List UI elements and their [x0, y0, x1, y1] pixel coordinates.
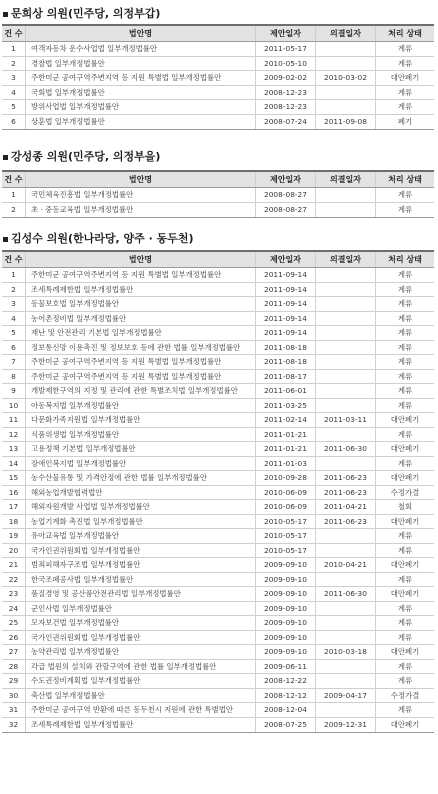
status: 대안폐기 [390, 444, 420, 453]
decided-date: 2011-06-30 [316, 587, 376, 601]
bill-name: 농약관리법 일부개정법률안 [26, 645, 256, 659]
square-bullet-icon [3, 155, 8, 160]
bill-name: 주한미군 공여구역 반환에 따른 동두천시 지원에 관한 특별법안 [26, 703, 256, 717]
status: 계류 [397, 632, 413, 642]
decided-date [316, 188, 376, 202]
column-header-status: 처리 상태 [388, 175, 422, 184]
bill-name: 국민체육진흥법 일부개정법률안 [26, 188, 256, 202]
status: 대안폐기 [390, 415, 420, 424]
bill-number: 7 [2, 355, 26, 369]
status: 계류 [397, 618, 413, 627]
column-header-decided-date: 의결일자 [316, 172, 376, 187]
table-row [2, 71, 434, 86]
table-row [2, 86, 434, 101]
bill-number: 28 [2, 660, 26, 674]
bill-name: 품질경영 및 공산품안전관리법 일부개정법률안 [26, 587, 256, 601]
decided-date: 2011-06-23 [316, 486, 376, 500]
table-row [2, 573, 434, 588]
bill-name: 해외농업개발협력법안 [26, 486, 256, 500]
proposed-date: 2009-09-10 [256, 616, 316, 630]
bill-name: 동물보호법 일부개정법률안 [26, 297, 256, 311]
bill-number: 5 [2, 100, 26, 114]
table-row [2, 42, 434, 57]
proposed-date: 2011-08-17 [256, 370, 316, 384]
bill-name: 농수산물유통 및 가격안정에 관한 법률 일부개정법률안 [26, 471, 256, 485]
square-bullet-icon [3, 237, 8, 242]
bill-number: 1 [2, 268, 26, 282]
bill-name: 축산법 일부개정법률안 [26, 689, 256, 703]
decided-date: 2010-04-21 [316, 558, 376, 572]
bill-number: 8 [2, 370, 26, 384]
decided-date [316, 86, 376, 100]
section-title [3, 230, 194, 247]
decided-date [316, 100, 376, 114]
table-row [2, 413, 434, 428]
status: 대안폐기 [390, 560, 420, 569]
section-title [3, 5, 160, 22]
bill-number: 3 [2, 297, 26, 311]
proposed-date: 2010-05-17 [256, 529, 316, 543]
status: 계류 [397, 603, 413, 613]
column-header-bill-number: 건 수 [2, 252, 26, 267]
bill-name: 국가인권위원회법 일부개정법률안 [26, 544, 256, 558]
proposed-date: 2011-08-18 [256, 341, 316, 355]
status: 철회 [397, 502, 413, 511]
table-row [2, 616, 434, 631]
status: 계류 [397, 545, 413, 555]
proposed-date: 2011-09-14 [256, 312, 316, 326]
table-row [2, 115, 434, 130]
bill-name: 해외자원개발 사업법 일부개정법률안 [26, 500, 256, 514]
decided-date [316, 384, 376, 398]
square-bullet-icon [3, 12, 8, 17]
table-header [2, 26, 434, 42]
bill-name: 각급 법원의 설치와 관할구역에 관한 법률 일부개정법률안 [26, 660, 256, 674]
status: 계류 [397, 574, 413, 584]
status: 폐기 [397, 116, 413, 126]
status: 계류 [397, 270, 413, 279]
decided-date [316, 312, 376, 326]
status: 계류 [397, 386, 413, 395]
bill-table [2, 24, 434, 130]
proposed-date: 2011-09-14 [256, 326, 316, 340]
status: 계류 [397, 44, 413, 53]
proposed-date: 2011-03-25 [256, 399, 316, 413]
table-row [2, 341, 434, 356]
bill-number: 31 [2, 703, 26, 717]
proposed-date: 2011-09-14 [256, 283, 316, 297]
decided-date: 2011-06-23 [316, 471, 376, 485]
table-row [2, 718, 434, 733]
status: 계류 [397, 371, 413, 381]
status: 계류 [397, 531, 413, 540]
table-row [2, 370, 434, 385]
table-row [2, 283, 434, 298]
bill-number: 15 [2, 471, 26, 485]
bill-number: 2 [2, 283, 26, 297]
decided-date [316, 42, 376, 56]
bill-table [2, 250, 434, 733]
column-header-decided-date: 의결일자 [316, 252, 376, 267]
table-row [2, 203, 434, 218]
bill-number: 3 [2, 71, 26, 85]
status: 계류 [397, 58, 413, 68]
decided-date [316, 602, 376, 616]
decided-date [316, 57, 376, 71]
bill-name: 아동복지법 일부개정법률안 [26, 399, 256, 413]
table-header [2, 252, 434, 268]
decided-date: 2011-04-21 [316, 500, 376, 514]
proposed-date: 2010-05-17 [256, 544, 316, 558]
bill-name: 주한미군 공여구역주변지역 등 지원 특별법 일부개정법률안 [26, 71, 256, 85]
bill-name: 국가인권위원회법 일부개정법률안 [26, 631, 256, 645]
decided-date: 2009-04-17 [316, 689, 376, 703]
bill-name: 조세특례제한법 일부개정법률안 [26, 283, 256, 297]
bill-number: 14 [2, 457, 26, 471]
proposed-date: 2011-01-21 [256, 442, 316, 456]
table-row [2, 428, 434, 443]
status: 계류 [397, 299, 413, 308]
bill-name: 한국조폐공사법 일부개정법률안 [26, 573, 256, 587]
table-row [2, 312, 434, 327]
status: 계류 [397, 102, 413, 111]
table-row [2, 457, 434, 472]
bill-number: 2 [2, 57, 26, 71]
bill-number: 18 [2, 515, 26, 529]
table-row [2, 674, 434, 689]
proposed-date: 2010-09-28 [256, 471, 316, 485]
table-row [2, 384, 434, 399]
bill-name: 재난 및 안전관리 기본법 일부개정법률안 [26, 326, 256, 340]
proposed-date: 2011-02-14 [256, 413, 316, 427]
status: 대안폐기 [390, 516, 420, 526]
decided-date [316, 529, 376, 543]
bill-number: 1 [2, 42, 26, 56]
bill-number: 13 [2, 442, 26, 456]
table-row [2, 399, 434, 414]
table-header [2, 172, 434, 188]
bill-number: 16 [2, 486, 26, 500]
table-row [2, 188, 434, 203]
column-header-proposed-date: 제안일자 [256, 252, 316, 267]
bill-name: 농어촌정비법 일부개정법률안 [26, 312, 256, 326]
bill-name: 경찰법 일부개정법률안 [26, 57, 256, 71]
bill-name: 국회법 일부개정법률안 [26, 86, 256, 100]
bill-number: 21 [2, 558, 26, 572]
bill-number: 25 [2, 616, 26, 630]
decided-date: 2011-09-08 [316, 115, 376, 130]
decided-date [316, 457, 376, 471]
column-header-proposed-date: 제안일자 [256, 26, 316, 41]
bill-name: 범죄피해자구조법 일부개정법률안 [26, 558, 256, 572]
bill-number: 4 [2, 86, 26, 100]
section-title-text: 김성수 의원(한나라당, 양주 · 동두천) [11, 232, 194, 245]
proposed-date: 2008-12-04 [256, 703, 316, 717]
proposed-date: 2008-12-22 [256, 674, 316, 688]
table-row [2, 703, 434, 718]
bill-name: 식품위생법 일부개정법률안 [26, 428, 256, 442]
status: 계류 [397, 328, 413, 337]
proposed-date: 2009-09-10 [256, 587, 316, 601]
proposed-date: 2011-01-21 [256, 428, 316, 442]
proposed-date: 2010-06-09 [256, 486, 316, 500]
section-title [3, 148, 160, 165]
column-header-status: 처리 상태 [388, 29, 422, 38]
column-header-bill-name: 법안명 [26, 26, 256, 41]
table-row [2, 57, 434, 72]
decided-date [316, 428, 376, 442]
status: 계류 [397, 357, 413, 366]
bill-name: 개발제한구역의 지정 및 관리에 관한 특별조치법 일부개정법률안 [26, 384, 256, 398]
bill-number: 24 [2, 602, 26, 616]
status: 수정가결 [390, 487, 420, 497]
bill-name: 정보통신망 이용촉진 및 정보보호 등에 관한 법률 일부개정법률안 [26, 341, 256, 355]
bill-name: 조세특례제한법 일부개정법률안 [26, 718, 256, 733]
table-row [2, 689, 434, 704]
status: 계류 [397, 458, 413, 468]
bill-name: 방위사업법 일부개정법률안 [26, 100, 256, 114]
decided-date [316, 573, 376, 587]
bill-name: 초 · 중등교육법 일부개정법률안 [26, 203, 256, 218]
bill-number: 20 [2, 544, 26, 558]
table-row [2, 268, 434, 283]
proposed-date: 2008-12-23 [256, 86, 316, 100]
status: 계류 [397, 429, 413, 439]
bill-number: 29 [2, 674, 26, 688]
column-header-bill-number: 건 수 [2, 26, 26, 41]
bill-number: 23 [2, 587, 26, 601]
decided-date [316, 660, 376, 674]
proposed-date: 2009-09-10 [256, 602, 316, 616]
status: 계류 [397, 342, 413, 352]
status: 계류 [397, 190, 413, 199]
status: 대안폐기 [390, 473, 420, 482]
bill-name: 여객자동차 운수사업법 일부개정법률안 [26, 42, 256, 56]
decided-date [316, 355, 376, 369]
bill-number: 6 [2, 115, 26, 130]
table-row [2, 602, 434, 617]
table-row [2, 100, 434, 115]
column-header-status: 처리 상태 [388, 255, 422, 264]
bill-name: 수도권정비계획법 일부개정법률안 [26, 674, 256, 688]
bill-name: 상훈법 일부개정법률안 [26, 115, 256, 130]
bill-number: 5 [2, 326, 26, 340]
column-header-bill-name: 법안명 [26, 252, 256, 267]
table-row [2, 442, 434, 457]
decided-date [316, 674, 376, 688]
bill-name: 주한미군 공여구역주변지역 등 지원 특별법 일부개정법률안 [26, 355, 256, 369]
bill-name: 장애인복지법 일부개정법률안 [26, 457, 256, 471]
status: 계류 [397, 705, 413, 714]
status: 계류 [397, 204, 413, 214]
bill-number: 11 [2, 413, 26, 427]
decided-date [316, 283, 376, 297]
bill-number: 9 [2, 384, 26, 398]
bill-name: 주한미군 공여구역주변지역 등 지원 특별법 일부개정법률안 [26, 370, 256, 384]
status: 계류 [397, 400, 413, 410]
proposed-date: 2008-07-25 [256, 718, 316, 733]
decided-date: 2010-03-02 [316, 71, 376, 85]
proposed-date: 2011-06-01 [256, 384, 316, 398]
decided-date: 2011-06-30 [316, 442, 376, 456]
proposed-date: 2008-08-27 [256, 203, 316, 218]
decided-date: 2009-12-31 [316, 718, 376, 733]
status: 대안폐기 [390, 647, 420, 656]
table-row [2, 529, 434, 544]
decided-date [316, 341, 376, 355]
bill-number: 30 [2, 689, 26, 703]
bill-number: 1 [2, 188, 26, 202]
proposed-date: 2011-05-17 [256, 42, 316, 56]
proposed-date: 2009-09-10 [256, 631, 316, 645]
table-row [2, 297, 434, 312]
column-header-bill-number: 건 수 [2, 172, 26, 187]
decided-date [316, 703, 376, 717]
section-title-text: 강성종 의원(민주당, 의정부을) [11, 150, 161, 163]
bill-number: 32 [2, 718, 26, 733]
proposed-date: 2009-02-02 [256, 71, 316, 85]
table-row [2, 355, 434, 370]
proposed-date: 2010-06-09 [256, 500, 316, 514]
bill-number: 12 [2, 428, 26, 442]
decided-date [316, 616, 376, 630]
column-header-decided-date: 의결일자 [316, 26, 376, 41]
table-row [2, 486, 434, 501]
proposed-date: 2008-12-23 [256, 100, 316, 114]
bill-name: 군인사법 일부개정법률안 [26, 602, 256, 616]
table-row [2, 558, 434, 573]
decided-date: 2011-03-11 [316, 413, 376, 427]
proposed-date: 2010-05-10 [256, 57, 316, 71]
proposed-date: 2010-05-17 [256, 515, 316, 529]
table-row [2, 500, 434, 515]
status: 수정가결 [390, 690, 420, 700]
decided-date [316, 631, 376, 645]
status: 계류 [397, 284, 413, 294]
bill-name: 주한미군 공여구역주변지역 등 지원 특별법 일부개정법률안 [26, 268, 256, 282]
proposed-date: 2008-08-27 [256, 188, 316, 202]
bill-number: 6 [2, 341, 26, 355]
status: 계류 [397, 87, 413, 97]
status: 계류 [397, 676, 413, 685]
proposed-date: 2009-06-11 [256, 660, 316, 674]
decided-date [316, 544, 376, 558]
table-row [2, 660, 434, 675]
bill-number: 4 [2, 312, 26, 326]
table-row [2, 471, 434, 486]
status: 대안폐기 [390, 719, 420, 729]
decided-date [316, 268, 376, 282]
table-row [2, 587, 434, 602]
column-header-bill-name: 법안명 [26, 172, 256, 187]
status: 대안폐기 [390, 73, 420, 82]
proposed-date: 2011-08-18 [256, 355, 316, 369]
status: 계류 [397, 661, 413, 671]
decided-date [316, 370, 376, 384]
proposed-date: 2011-09-14 [256, 297, 316, 311]
status: 대안폐기 [390, 589, 420, 598]
proposed-date: 2011-09-14 [256, 268, 316, 282]
proposed-date: 2008-07-24 [256, 115, 316, 130]
proposed-date: 2011-01-03 [256, 457, 316, 471]
bill-name: 유아교육법 일부개정법률안 [26, 529, 256, 543]
decided-date [316, 399, 376, 413]
status: 계류 [397, 313, 413, 323]
bill-name: 농업기계화 촉진법 일부개정법률안 [26, 515, 256, 529]
table-row [2, 645, 434, 660]
decided-date [316, 203, 376, 218]
bill-number: 22 [2, 573, 26, 587]
table-row [2, 544, 434, 559]
bill-name: 고용정책 기본법 일부개정법률안 [26, 442, 256, 456]
decided-date: 2011-06-23 [316, 515, 376, 529]
decided-date [316, 297, 376, 311]
column-header-proposed-date: 제안일자 [256, 172, 316, 187]
table-row [2, 631, 434, 646]
proposed-date: 2009-09-10 [256, 558, 316, 572]
bill-name: 모자보건법 일부개정법률안 [26, 616, 256, 630]
bill-table [2, 170, 434, 218]
decided-date [316, 326, 376, 340]
bill-number: 26 [2, 631, 26, 645]
proposed-date: 2008-12-12 [256, 689, 316, 703]
table-row [2, 326, 434, 341]
proposed-date: 2009-09-10 [256, 645, 316, 659]
bill-name: 다문화가족지원법 일부개정법률안 [26, 413, 256, 427]
table-row [2, 515, 434, 530]
bill-number: 2 [2, 203, 26, 218]
bill-number: 27 [2, 645, 26, 659]
bill-number: 17 [2, 500, 26, 514]
proposed-date: 2009-09-10 [256, 573, 316, 587]
section-title-text: 문희상 의원(민주당, 의정부갑) [11, 7, 161, 20]
bill-number: 19 [2, 529, 26, 543]
decided-date: 2010-03-18 [316, 645, 376, 659]
bill-number: 10 [2, 399, 26, 413]
